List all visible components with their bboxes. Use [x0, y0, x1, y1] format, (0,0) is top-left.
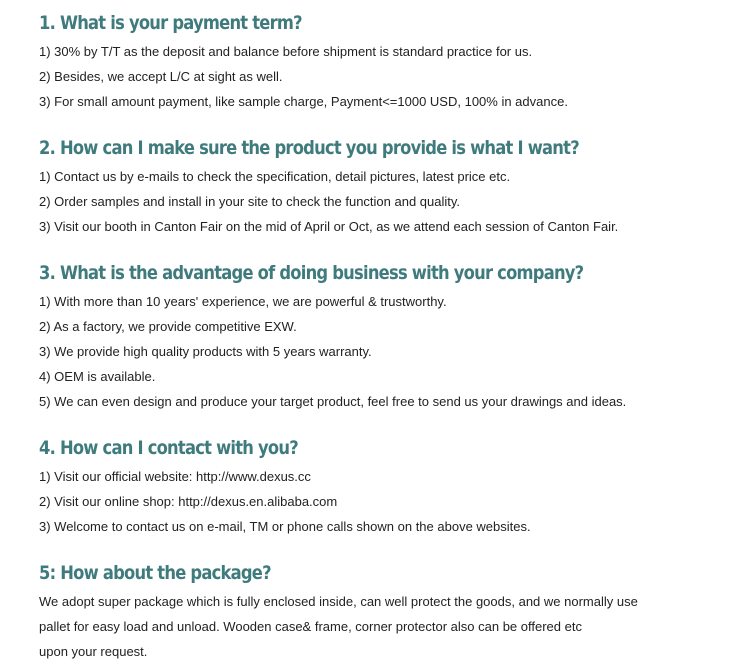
question-title: 1. What is your payment term? [39, 12, 302, 34]
answer-list [39, 164, 739, 239]
question-title: 4. How can I contact with you? [39, 437, 298, 459]
faq-section-package [39, 557, 739, 664]
faq-section-product-assurance [39, 132, 739, 239]
answer-line: 2) Visit our online shop: http://dexus.en.alibaba.com [39, 494, 338, 509]
answer-line: 2) Besides, we accept L/C at sight as well. [39, 69, 283, 84]
faq-section-advantage [39, 257, 739, 414]
answer-line: 1) Contact us by e-mails to check the specification, detail pictures, latest price etc. [39, 169, 511, 184]
answer-line: 3) Welcome to contact us on e-mail, TM or phone calls shown on the above websites. [39, 519, 531, 534]
question-title: 3. What is the advantage of doing business with your company? [39, 262, 584, 284]
answer-line: upon your request. [39, 644, 148, 659]
answer-line: 2) Order samples and install in your site to check the function and quality. [39, 194, 461, 209]
answer-line: pallet for easy load and unload. Wooden case& frame, corner protector also can be offered etc [39, 619, 582, 634]
answer-line: 2) As a factory, we provide competitive EXW. [39, 319, 297, 334]
faq-section-contact [39, 432, 739, 539]
answer-line: 1) With more than 10 years' experience, we are powerful & trustworthy. [39, 294, 447, 309]
answer-line: We adopt super package which is fully enclosed inside, can well protect the goods, and we normally use [39, 594, 638, 609]
answer-line: 1) Visit our official website: http://www.dexus.cc [39, 469, 311, 484]
faq-section-payment [39, 7, 739, 114]
answer-line: 4) OEM is available. [39, 369, 156, 384]
answer-line: 5) We can even design and produce your target product, feel free to send us your drawings and ideas. [39, 394, 627, 409]
answer-line: 3) Visit our booth in Canton Fair on the mid of April or Oct, as we attend each session of Canton Fair. [39, 219, 619, 234]
question-title: 2. How can I make sure the product you provide is what I want? [39, 137, 579, 159]
answer-list [39, 289, 739, 414]
answer-line: 3) We provide high quality products with 5 years warranty. [39, 344, 372, 359]
answer-line: 3) For small amount payment, like sample charge, Payment<=1000 USD, 100% in advance. [39, 94, 568, 109]
answer-list [39, 589, 739, 664]
answer-list [39, 39, 739, 114]
answer-list [39, 464, 739, 539]
question-title: 5: How about the package? [39, 562, 271, 584]
answer-line: 1) 30% by T/T as the deposit and balance before shipment is standard practice for us. [39, 44, 533, 59]
